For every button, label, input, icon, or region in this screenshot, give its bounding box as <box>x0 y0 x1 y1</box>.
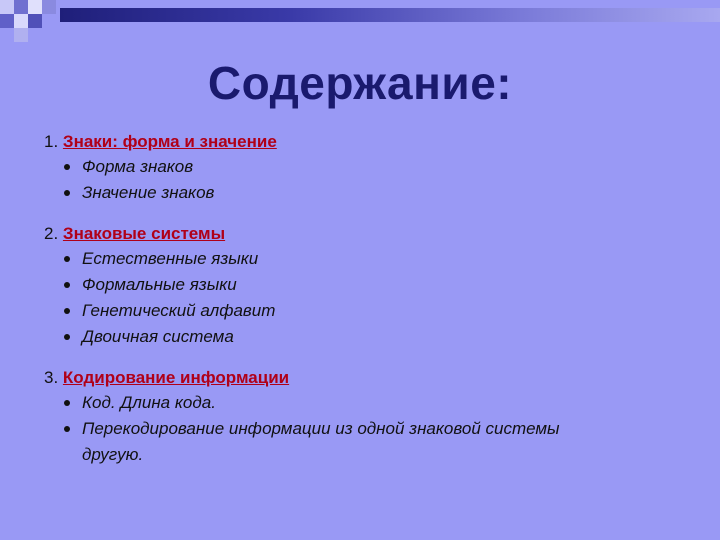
bullet-icon <box>64 334 70 340</box>
list-item <box>44 416 704 468</box>
list-item-label: Естественные языки <box>82 249 259 268</box>
list-item <box>44 246 704 272</box>
list-item <box>44 154 704 180</box>
list-item-label-continued: другую. <box>82 445 144 464</box>
slide-title: Содержание: <box>207 57 513 109</box>
header-decoration <box>0 0 720 34</box>
bullet-icon <box>64 308 70 314</box>
section-number: 3. <box>44 368 59 387</box>
decor-square <box>0 14 14 28</box>
list-item-label: Форма знаков <box>82 157 194 176</box>
list-item <box>44 324 704 350</box>
section-heading <box>44 222 704 246</box>
list-item-label: Перекодирование информации из одной знаковой системы <box>82 419 560 438</box>
contents-list <box>44 130 704 484</box>
list-item-label: Генетический алфавит <box>82 301 276 320</box>
list-item-label: Значение знаков <box>82 183 215 202</box>
bullet-icon <box>64 282 70 288</box>
section-number: 1. <box>44 132 59 151</box>
section-link-signs[interactable]: Знаки: форма и значение <box>62 132 277 151</box>
list-item <box>44 272 704 298</box>
decor-square <box>42 0 56 14</box>
decor-square <box>0 0 14 14</box>
section-number: 2. <box>44 224 59 243</box>
list-item-label: Формальные языки <box>82 275 237 294</box>
section-heading <box>44 366 704 390</box>
bullet-icon <box>64 400 70 406</box>
bullet-icon <box>64 164 70 170</box>
list-item-label: Двоичная система <box>82 327 234 346</box>
list-item-label: Код. Длина кода. <box>82 393 216 412</box>
bullet-icon <box>64 190 70 196</box>
section-sign-systems <box>44 222 704 350</box>
section-encoding <box>44 366 704 468</box>
section-link-sign-systems[interactable]: Знаковые системы <box>62 224 226 243</box>
list-item <box>44 390 704 416</box>
decor-square <box>14 28 28 42</box>
list-item <box>44 298 704 324</box>
decor-square <box>14 0 28 14</box>
list-item <box>44 180 704 206</box>
section-signs <box>44 130 704 206</box>
bullet-icon <box>64 426 70 432</box>
bullet-icon <box>64 256 70 262</box>
header-gradient-bar <box>60 8 720 22</box>
section-heading <box>44 130 704 154</box>
section-link-encoding[interactable]: Кодирование информации <box>62 368 290 387</box>
decor-square <box>14 14 28 28</box>
decor-square <box>28 0 42 14</box>
decor-square <box>28 14 42 28</box>
